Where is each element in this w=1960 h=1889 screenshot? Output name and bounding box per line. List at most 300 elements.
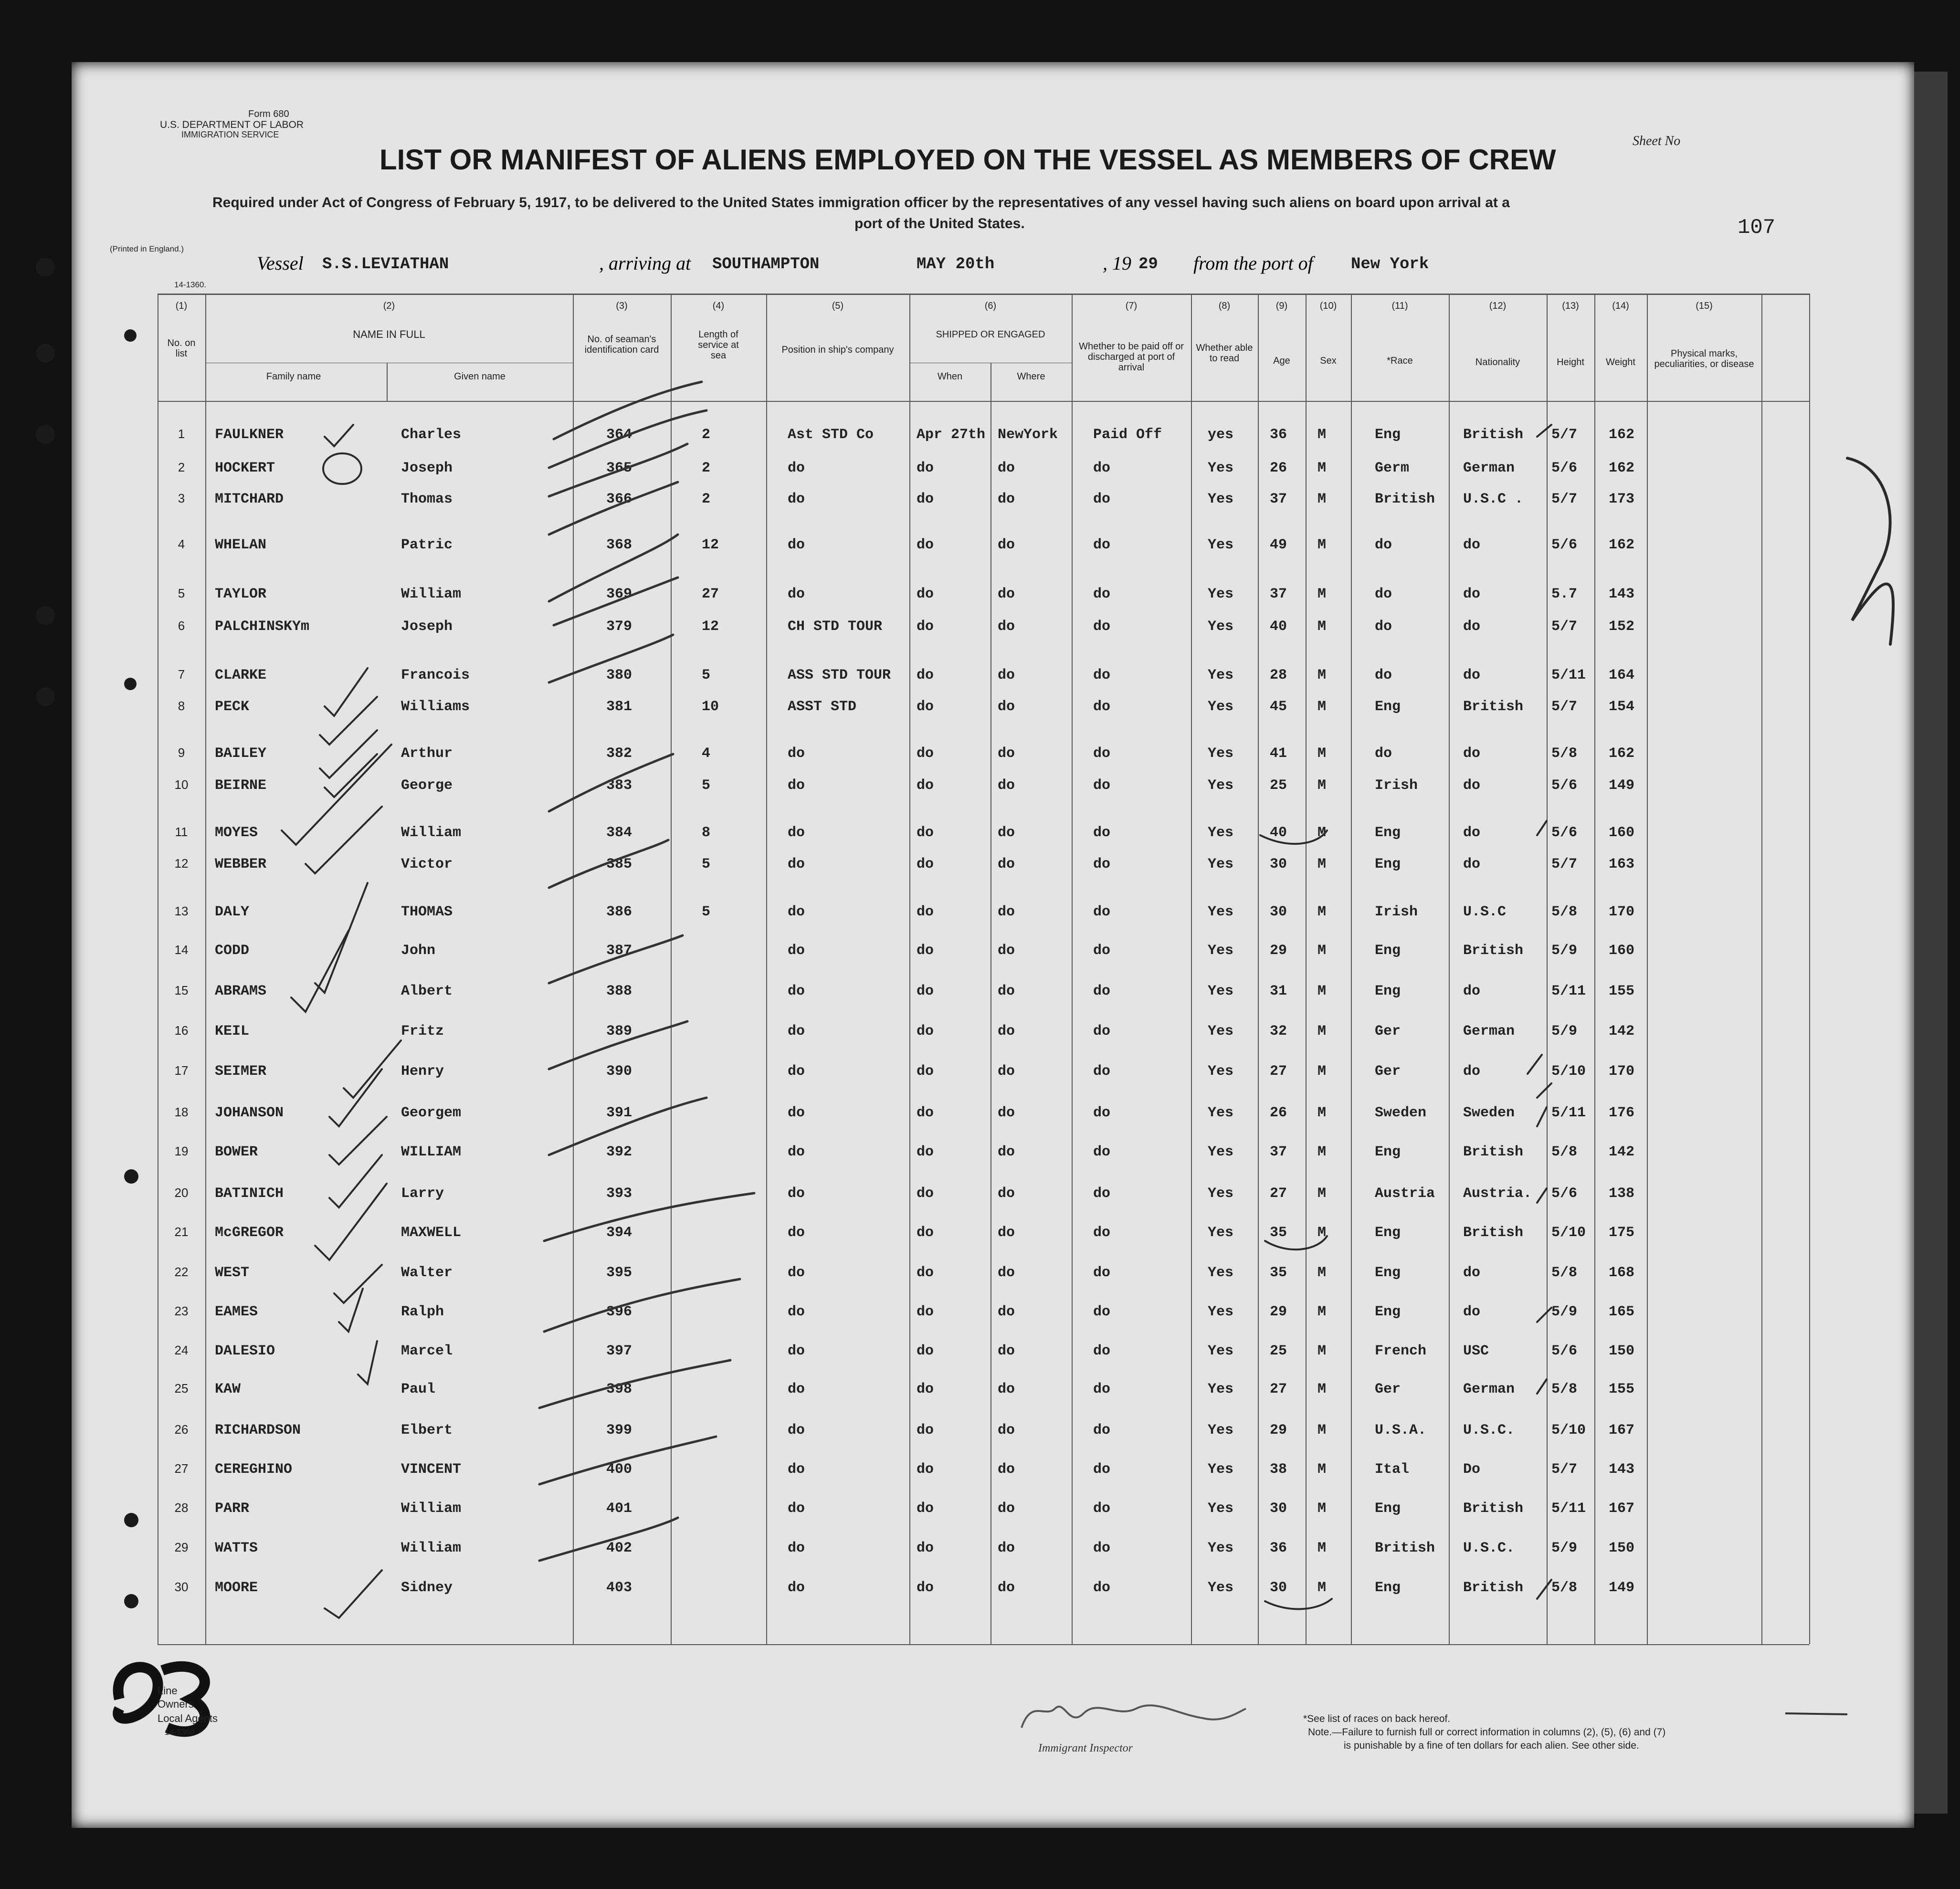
cell-card: 387 <box>606 943 632 959</box>
footer-line-label: Line <box>158 1685 178 1697</box>
cell-family: SEIMER <box>215 1063 267 1080</box>
cell-age: 36 <box>1270 427 1287 443</box>
cell-service: 12 <box>702 619 719 635</box>
cell-weight: 142 <box>1609 1023 1635 1039</box>
cell-age: 37 <box>1270 491 1287 507</box>
cell-sex: M <box>1317 1144 1327 1160</box>
cell-read: Yes <box>1208 1422 1234 1438</box>
cell-paid: do <box>1093 1422 1111 1438</box>
cell-sex: M <box>1317 619 1327 635</box>
cell-paid: do <box>1093 1501 1111 1517</box>
cell-service: 12 <box>702 537 719 553</box>
cell-when: do <box>917 1265 934 1281</box>
cell-read: Yes <box>1208 1501 1234 1517</box>
cell-family: RICHARDSON <box>215 1422 301 1438</box>
cell-nationality: do <box>1463 619 1481 635</box>
cell-paid: Paid Off <box>1093 427 1162 443</box>
footer-owners-label: Owners <box>158 1698 194 1710</box>
cell-age: 29 <box>1270 1304 1287 1320</box>
footer-agents-label: Local Agents <box>158 1712 218 1724</box>
cell-read: Yes <box>1208 825 1234 841</box>
cell-race: Ital <box>1375 1461 1410 1478</box>
cell-position: do <box>788 1540 805 1556</box>
cell-race: Germ <box>1375 460 1410 476</box>
cell-card: 395 <box>606 1265 632 1281</box>
cell-no: 29 <box>174 1540 189 1554</box>
cell-sex: M <box>1317 1501 1327 1517</box>
cell-paid: do <box>1093 1105 1111 1121</box>
col11-label: *Race <box>1387 356 1413 366</box>
cell-paid: do <box>1093 745 1111 762</box>
cell-position: ASST STD <box>788 699 857 715</box>
cell-sex: M <box>1317 1580 1327 1596</box>
cell-service: 27 <box>702 586 719 602</box>
cell-position: do <box>788 491 805 507</box>
cell-sex: M <box>1317 460 1327 476</box>
cell-card: 379 <box>606 619 632 635</box>
cell-when: do <box>917 1023 934 1039</box>
cell-card: 364 <box>606 427 632 443</box>
cell-age: 40 <box>1270 619 1287 635</box>
cell-read: Yes <box>1208 1343 1234 1359</box>
cell-when: do <box>917 537 934 553</box>
col2-label: NAME IN FULL <box>353 328 425 340</box>
cell-height: 5/7 <box>1551 427 1578 443</box>
cell-when: Apr 27th <box>917 427 986 443</box>
cell-family: BOWER <box>215 1144 258 1160</box>
cell-weight: 152 <box>1609 619 1635 635</box>
cell-paid: do <box>1093 1186 1111 1202</box>
cell-race: Irish <box>1375 777 1418 794</box>
cell-race: do <box>1375 667 1392 683</box>
col1-num: (1) <box>175 301 188 311</box>
cell-read: Yes <box>1208 586 1234 602</box>
cell-height: 5/9 <box>1551 1304 1578 1320</box>
cell-height: 5/8 <box>1551 1381 1578 1397</box>
cell-read: Yes <box>1208 1580 1234 1596</box>
sheet-label: Sheet No <box>1633 134 1681 148</box>
cell-age: 41 <box>1270 745 1287 762</box>
cell-family: MOYES <box>215 825 258 841</box>
cell-when: do <box>917 1304 934 1320</box>
col2-given: Given name <box>454 371 506 382</box>
cell-nationality: German <box>1463 460 1515 476</box>
cell-card: 393 <box>606 1186 632 1202</box>
cell-family: PALCHINSKYm <box>215 619 310 635</box>
cell-read: Yes <box>1208 699 1234 715</box>
cell-race: Eng <box>1375 1265 1401 1281</box>
fine-note-1: Note.—Failure to furnish full or correct information in columns (2), (5), (6) and (7) <box>1308 1727 1666 1738</box>
cell-paid: do <box>1093 491 1111 507</box>
cell-no: 1 <box>178 427 185 441</box>
cell-weight: 155 <box>1609 983 1635 999</box>
cell-race: Eng <box>1375 699 1401 715</box>
cell-card: 400 <box>606 1461 632 1478</box>
cell-height: 5/11 <box>1551 667 1586 683</box>
cell-no: 20 <box>174 1186 189 1200</box>
cell-sex: M <box>1317 1343 1327 1359</box>
col10-num: (10) <box>1319 301 1337 311</box>
fine-note-2: is punishable by a fine of ten dollars for each alien. See other side. <box>1344 1740 1639 1751</box>
cell-when: do <box>917 856 934 872</box>
cell-height: 5/6 <box>1551 825 1578 841</box>
cell-position: do <box>788 1225 805 1241</box>
cell-card: 381 <box>606 699 632 715</box>
cell-height: 5/9 <box>1551 1540 1578 1556</box>
cell-card: 380 <box>606 667 632 683</box>
arriving-label: , arriving at <box>599 252 691 274</box>
cell-when: do <box>917 943 934 959</box>
cell-given: WILLIAM <box>401 1144 462 1160</box>
cell-family: EAMES <box>215 1304 258 1320</box>
cell-age: 37 <box>1270 586 1287 602</box>
cell-age: 25 <box>1270 1343 1287 1359</box>
cell-weight: 155 <box>1609 1381 1635 1397</box>
cell-nationality: do <box>1463 983 1481 999</box>
cell-race: British <box>1375 491 1435 507</box>
cell-read: Yes <box>1208 1540 1234 1556</box>
cell-given: Arthur <box>401 745 453 762</box>
cell-family: WEBBER <box>215 856 267 872</box>
cell-nationality: do <box>1463 1265 1481 1281</box>
cell-nationality: Sweden <box>1463 1105 1515 1121</box>
cell-given: Fritz <box>401 1023 444 1039</box>
subtitle-line-1: Required under Act of Congress of February 5, 1917, to be delivered to the United States immigration officer by the representatives of any vessel having such aliens on board upon arrival at a <box>212 195 1510 210</box>
cell-given: Albert <box>401 983 453 999</box>
cell-read: Yes <box>1208 1225 1234 1241</box>
subtitle-line-2: port of the United States. <box>854 216 1025 231</box>
cell-age: 37 <box>1270 1144 1287 1160</box>
cell-position: do <box>788 856 805 872</box>
cell-race: Eng <box>1375 427 1401 443</box>
cell-service: 5 <box>702 667 711 683</box>
cell-given: Francois <box>401 667 470 683</box>
cell-given: John <box>401 943 436 959</box>
cell-family: BAILEY <box>215 745 267 762</box>
cell-given: THOMAS <box>401 904 453 920</box>
cell-when: do <box>917 1105 934 1121</box>
cell-where: do <box>998 1265 1015 1281</box>
cell-service: 2 <box>702 427 711 443</box>
cell-weight: 149 <box>1609 777 1635 794</box>
cell-family: MITCHARD <box>215 491 284 507</box>
cell-sex: M <box>1317 427 1327 443</box>
cell-sex: M <box>1317 1186 1327 1202</box>
cell-no: 7 <box>178 667 185 682</box>
cell-age: 27 <box>1270 1186 1287 1202</box>
cell-where: do <box>998 856 1015 872</box>
cell-when: do <box>917 1186 934 1202</box>
form-department: U.S. DEPARTMENT OF LABOR <box>160 119 304 130</box>
cell-position: do <box>788 904 805 920</box>
cell-no: 15 <box>174 983 189 997</box>
cell-race: Eng <box>1375 983 1401 999</box>
cell-age: 30 <box>1270 904 1287 920</box>
col7-num: (7) <box>1125 301 1138 311</box>
cell-weight: 167 <box>1609 1422 1635 1438</box>
inspector-label: Immigrant Inspector <box>1038 1742 1133 1754</box>
col15-label: Physical marks, peculiarities, or disease <box>1654 348 1754 369</box>
cell-no: 17 <box>174 1063 189 1078</box>
cell-age: 40 <box>1270 825 1287 841</box>
cell-given: William <box>401 825 462 841</box>
cell-weight: 150 <box>1609 1540 1635 1556</box>
cell-height: 5/8 <box>1551 1265 1578 1281</box>
cell-when: do <box>917 825 934 841</box>
cell-when: do <box>917 1501 934 1517</box>
cell-read: Yes <box>1208 1461 1234 1478</box>
cell-where: do <box>998 745 1015 762</box>
cell-given: Victor <box>401 856 453 872</box>
cell-weight: 149 <box>1609 1580 1635 1596</box>
cell-race: U.S.A. <box>1375 1422 1427 1438</box>
cell-weight: 162 <box>1609 537 1635 553</box>
cell-where: do <box>998 667 1015 683</box>
cell-height: 5/6 <box>1551 777 1578 794</box>
cell-weight: 162 <box>1609 745 1635 762</box>
col2-family: Family name <box>266 371 321 382</box>
cell-weight: 173 <box>1609 491 1635 507</box>
cell-where: do <box>998 1144 1015 1160</box>
cell-nationality: do <box>1463 825 1481 841</box>
cell-family: CLARKE <box>215 667 267 683</box>
cell-read: Yes <box>1208 983 1234 999</box>
cell-height: 5/7 <box>1551 1461 1578 1478</box>
cell-age: 30 <box>1270 1580 1287 1596</box>
cell-where: do <box>998 1105 1015 1121</box>
cell-nationality: U.S.C. <box>1463 1422 1515 1438</box>
cell-family: ABRAMS <box>215 983 267 999</box>
from-port-label: from the port of <box>1193 252 1313 274</box>
cell-weight: 165 <box>1609 1304 1635 1320</box>
col3-num: (3) <box>616 301 628 311</box>
cell-position: do <box>788 537 805 553</box>
cell-given: VINCENT <box>401 1461 462 1478</box>
cell-family: KAW <box>215 1381 241 1397</box>
cell-card: 403 <box>606 1580 632 1596</box>
cell-family: JOHANSON <box>215 1105 284 1121</box>
cell-weight: 150 <box>1609 1343 1635 1359</box>
cell-where: do <box>998 943 1015 959</box>
arrival-year: 29 <box>1138 255 1158 273</box>
cell-nationality: do <box>1463 745 1481 762</box>
cell-sex: M <box>1317 1063 1327 1080</box>
cell-service: 2 <box>702 460 711 476</box>
cell-card: 384 <box>606 825 632 841</box>
cell-race: Ger <box>1375 1023 1401 1039</box>
cell-family: BATINICH <box>215 1186 284 1202</box>
cell-paid: do <box>1093 943 1111 959</box>
margin-mark <box>1785 1713 1847 1714</box>
cell-given: Elbert <box>401 1422 453 1438</box>
cell-position: do <box>788 1501 805 1517</box>
cell-age: 36 <box>1270 1540 1287 1556</box>
cell-given: Walter <box>401 1265 453 1281</box>
cell-sex: M <box>1317 777 1327 794</box>
cell-family: CEREGHINO <box>215 1461 293 1478</box>
cell-service: 5 <box>702 904 711 920</box>
cell-height: 5.7 <box>1551 586 1578 602</box>
cell-position: do <box>788 1580 805 1596</box>
cell-paid: do <box>1093 619 1111 635</box>
cell-read: Yes <box>1208 537 1234 553</box>
cell-position: do <box>788 745 805 762</box>
cell-paid: do <box>1093 1304 1111 1320</box>
cell-sex: M <box>1317 1461 1327 1478</box>
vessel-label: Vessel <box>257 252 304 274</box>
col4-num: (4) <box>712 301 725 311</box>
cell-sex: M <box>1317 825 1327 841</box>
cell-race: do <box>1375 537 1392 553</box>
cell-nationality: U.S.C. <box>1463 1540 1515 1556</box>
cell-where: do <box>998 619 1015 635</box>
cell-family: MOORE <box>215 1580 258 1596</box>
from-port: New York <box>1351 255 1429 273</box>
cell-paid: do <box>1093 586 1111 602</box>
cell-position: do <box>788 943 805 959</box>
cell-when: do <box>917 667 934 683</box>
cell-sex: M <box>1317 1304 1327 1320</box>
cell-height: 5/10 <box>1551 1225 1586 1241</box>
cell-when: do <box>917 1225 934 1241</box>
cell-height: 5/8 <box>1551 745 1578 762</box>
cell-race: Eng <box>1375 825 1401 841</box>
cell-paid: do <box>1093 1144 1111 1160</box>
cell-height: 5/7 <box>1551 491 1578 507</box>
cell-where: do <box>998 1501 1015 1517</box>
cell-position: do <box>788 1105 805 1121</box>
cell-read: Yes <box>1208 856 1234 872</box>
cell-card: 386 <box>606 904 632 920</box>
cell-no: 12 <box>174 856 189 871</box>
cell-position: do <box>788 1063 805 1080</box>
cell-no: 3 <box>178 491 185 505</box>
footer-code: 14-1360. <box>165 1728 197 1737</box>
cell-nationality: German <box>1463 1381 1515 1397</box>
cell-given: Larry <box>401 1186 444 1202</box>
cell-card: 389 <box>606 1023 632 1039</box>
cell-paid: do <box>1093 1580 1111 1596</box>
cell-family: TAYLOR <box>215 586 267 602</box>
cell-race: Ger <box>1375 1381 1401 1397</box>
cell-family: KEIL <box>215 1023 250 1039</box>
cell-service: 8 <box>702 825 711 841</box>
cell-position: do <box>788 1304 805 1320</box>
cell-nationality: Austria. <box>1463 1186 1532 1202</box>
cell-service: 4 <box>702 745 711 762</box>
cell-where: do <box>998 491 1015 507</box>
cell-no: 22 <box>174 1265 189 1279</box>
cell-card: 391 <box>606 1105 632 1121</box>
cell-weight: 154 <box>1609 699 1635 715</box>
cell-given: Henry <box>401 1063 444 1080</box>
cell-given: Paul <box>401 1381 436 1397</box>
cell-race: do <box>1375 619 1392 635</box>
cell-when: do <box>917 1144 934 1160</box>
cell-paid: do <box>1093 1461 1111 1478</box>
cell-family: WHELAN <box>215 537 267 553</box>
cell-no: 28 <box>174 1501 189 1515</box>
cell-weight: 143 <box>1609 586 1635 602</box>
form-number: Form 680 <box>248 109 289 119</box>
cell-race: Eng <box>1375 1144 1401 1160</box>
cell-no: 14 <box>174 943 189 957</box>
cell-weight: 160 <box>1609 825 1635 841</box>
cell-when: do <box>917 1381 934 1397</box>
cell-family: HOCKERT <box>215 460 275 476</box>
cell-family: WATTS <box>215 1540 258 1556</box>
cell-weight: 138 <box>1609 1186 1635 1202</box>
col4-label: Length of service at sea <box>698 329 739 361</box>
cell-age: 31 <box>1270 983 1287 999</box>
cell-age: 25 <box>1270 777 1287 794</box>
cell-no: 23 <box>174 1304 189 1318</box>
cell-no: 19 <box>174 1144 189 1158</box>
cell-when: do <box>917 1422 934 1438</box>
cell-family: WEST <box>215 1265 250 1281</box>
cell-sex: M <box>1317 491 1327 507</box>
cell-age: 49 <box>1270 537 1287 553</box>
col6-when: When <box>937 371 963 382</box>
cell-when: do <box>917 1063 934 1080</box>
cell-height: 5/6 <box>1551 1186 1578 1202</box>
cell-height: 5/8 <box>1551 1580 1578 1596</box>
cell-where: do <box>998 1023 1015 1039</box>
cell-height: 5/7 <box>1551 856 1578 872</box>
cell-where: do <box>998 825 1015 841</box>
col9-label: Age <box>1273 356 1290 366</box>
col14-num: (14) <box>1612 301 1629 311</box>
cell-position: ASS STD TOUR <box>788 667 891 683</box>
cell-paid: do <box>1093 537 1111 553</box>
cell-no: 4 <box>178 537 185 551</box>
cell-sex: M <box>1317 1265 1327 1281</box>
cell-weight: 175 <box>1609 1225 1635 1241</box>
cell-position: Ast STD Co <box>788 427 874 443</box>
col15-num: (15) <box>1696 301 1713 311</box>
cell-sex: M <box>1317 745 1327 762</box>
cell-no: 13 <box>174 904 189 918</box>
cell-paid: do <box>1093 856 1111 872</box>
cell-where: do <box>998 983 1015 999</box>
col1-label: No. on list <box>167 338 196 359</box>
form-service: IMMIGRATION SERVICE <box>181 130 279 139</box>
cell-sex: M <box>1317 856 1327 872</box>
cell-height: 5/10 <box>1551 1422 1586 1438</box>
cell-height: 5/11 <box>1551 983 1586 999</box>
cell-nationality: do <box>1463 537 1481 553</box>
cell-age: 45 <box>1270 699 1287 715</box>
cell-when: do <box>917 699 934 715</box>
cell-where: do <box>998 1422 1015 1438</box>
cell-sex: M <box>1317 586 1327 602</box>
cell-card: 390 <box>606 1063 632 1080</box>
cell-nationality: British <box>1463 1501 1524 1517</box>
cell-height: 5/6 <box>1551 1343 1578 1359</box>
cell-given: Joseph <box>401 460 453 476</box>
cell-where: do <box>998 777 1015 794</box>
cell-service: 5 <box>702 777 711 794</box>
cell-card: 383 <box>606 777 632 794</box>
cell-sex: M <box>1317 1105 1327 1121</box>
cell-race: Eng <box>1375 1304 1401 1320</box>
col11-num: (11) <box>1391 301 1408 311</box>
cell-read: Yes <box>1208 745 1234 762</box>
cell-card: 397 <box>606 1343 632 1359</box>
form-code: 14-1360. <box>174 280 207 289</box>
cell-nationality: do <box>1463 1063 1481 1080</box>
cell-when: do <box>917 983 934 999</box>
